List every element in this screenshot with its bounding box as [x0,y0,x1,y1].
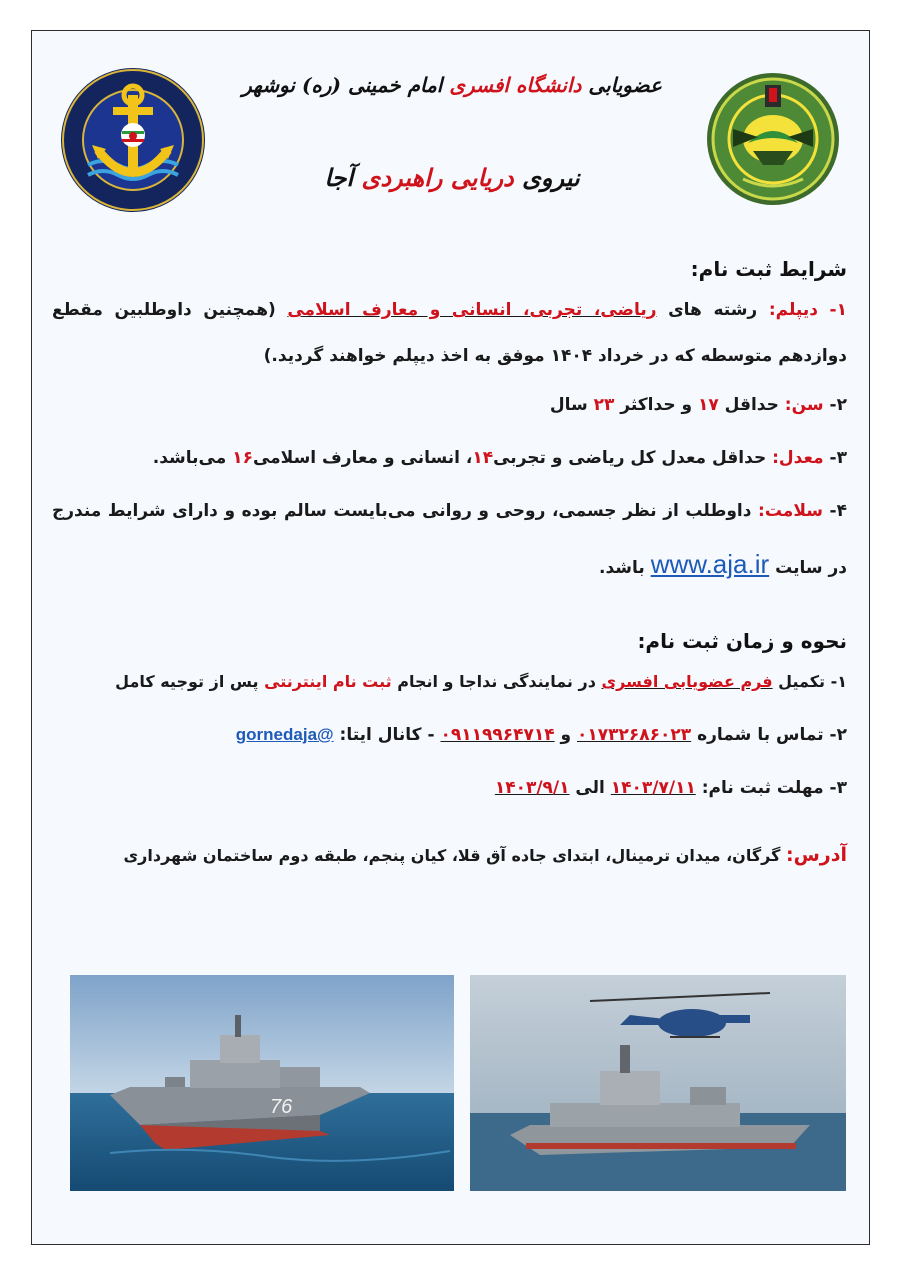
site-link[interactable]: www.aja.ir [650,549,770,579]
header-line1-pre: عضویابی [588,73,662,97]
gpa-val2: ۱۶ [232,448,253,468]
condition-item-health [52,485,847,595]
address-text: گرگان، میدان ترمینال، ابتدای جاده آق قلا، کیان پنجم، طبقه دوم ساختمان شهرداری [123,846,786,865]
r2-phone2[interactable]: ۰۹۱۱۹۹۶۴۷۱۴ [440,725,555,745]
gpa-val1: ۱۴ [472,448,494,468]
address-line [52,829,847,882]
age-min: ۱۷ [697,395,719,415]
r2-phone1[interactable]: ۰۱۷۳۲۶۸۶۰۲۳ [577,725,692,745]
r3-text-a: مهلت ثبت نام: [695,778,824,798]
header-line1-post: امام خمینی (ره) نوشهر [242,73,443,97]
header-line2-pre: نیروی [522,163,580,192]
age-num: ۲- [823,395,847,415]
r2-text-c: - کانال ایتا: [333,725,441,745]
health-num: ۴- [822,501,847,521]
age-text-b: و حداکثر [614,395,698,415]
age-max: ۲۳ [593,395,615,415]
header-line2-post: آجا [324,163,354,192]
content-body [52,253,847,882]
r1-text-b: در نمایندگی نداجا و انجام [391,672,602,691]
helicopter-ship-photo [470,975,846,1191]
conditions-title: شرایط ثبت نام: [690,257,847,281]
diploma-num: ۱- [817,300,847,320]
gpa-label: معدل: [772,448,824,468]
gpa-text-c: می‌باشد. [152,448,233,468]
header-line1-red: دانشگاه افسری [449,73,582,97]
r3-text-b: الی [569,778,611,798]
health-text-a: داوطلب از نظر جسمی، روحی و روانی می‌بایست سالم بوده و دارای شرایط مندرج در سایت [52,501,847,578]
age-label: سن: [784,395,824,415]
r3-start: ۱۴۰۳/۷/۱۱ [610,778,696,798]
diploma-label: دیپلم: [768,300,818,320]
hull-number: 76 [270,1096,293,1118]
condition-item-age [52,379,847,432]
registration-title: نحوه و زمان ثبت نام: [637,629,847,653]
diploma-text-a: رشته های [656,300,769,320]
registration-item-deadline [52,762,847,815]
age-text-c: سال [549,395,594,415]
gpa-text-a: حداقل معدل کل ریاضی و تجربی [493,448,773,468]
poster-page [31,30,870,1245]
r1-online: ثبت نام اینترنتی [264,672,392,691]
health-label: سلامت: [758,501,823,521]
age-text-a: حداقل [718,395,785,415]
registration-item-contact [52,708,847,762]
diploma-text-b: (همچنین داوطلبین مقطع دوازدهم متوسطه که در خرداد ۱۴۰۴ موفق به اخذ دیپلم خواهند گردید.) [52,300,847,366]
r3-end: ۱۴۰۳/۹/۱ [494,778,570,798]
gpa-text-b: ، انسانی و معارف اسلامی [252,448,473,468]
r2-num: ۲- [823,725,847,745]
diploma-fields: ریاضی، تجربی، انسانی و معارف اسلامی [287,300,657,320]
army-emblem-icon [703,69,843,209]
r2-text-a: تماس با شماره [691,725,824,745]
r1-text-c: پس از توجیه کامل [115,672,265,691]
condition-item-diploma [52,287,847,379]
header-line1 [232,73,672,97]
header-line2 [232,163,672,192]
r1-text-a: تکمیل [772,672,826,691]
header-line2-red: دریایی راهبردی [361,163,514,192]
registration-item-form [52,655,847,708]
eitaa-channel-link[interactable]: @gornedaja [235,725,334,744]
r2-text-b: و [554,725,578,745]
warship-photo [70,975,454,1191]
r3-num: ۳- [823,778,847,798]
r1-form: فرم عضویابی افسری [601,672,773,691]
gpa-num: ۳- [823,448,847,468]
address-label: آدرس: [785,844,847,866]
condition-item-gpa [52,432,847,485]
r1-num: ۱- [825,672,847,691]
navy-anchor-emblem-icon [58,65,208,215]
health-text-b: باشد. [599,558,651,578]
